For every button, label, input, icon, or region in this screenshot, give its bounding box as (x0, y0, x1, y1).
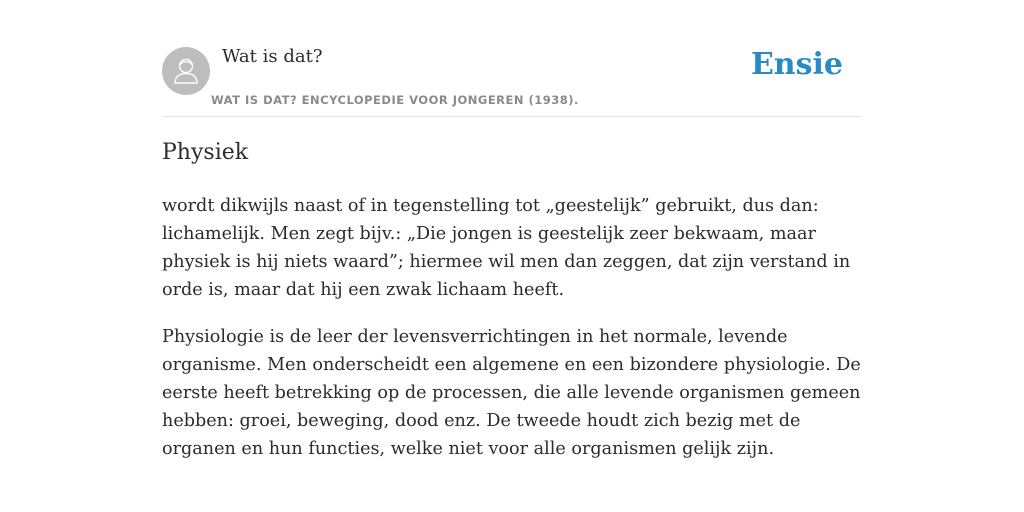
source-subtitle: WAT IS DAT? ENCYCLOPEDIE VOOR JONGEREN (1938). (211, 93, 579, 107)
article-card (162, 0, 862, 459)
source-header (162, 0, 862, 117)
brand-logo[interactable]: Ensie (750, 47, 843, 82)
user-icon (162, 47, 210, 95)
page-title: Physiek (162, 140, 249, 165)
article-paragraph: wordt dikwijls naast of in tegenstelling tot „geestelijk” gebruikt, dus dan: lichamelijk. Men zegt bijv.: „Die jongen is geestelijk zeer bekwaam, maar physiek is hij niets waard”; hiermee wil men dan zeggen, dat zijn verstand in orde is, maar dat hij een zwak lichaam heeft. (162, 196, 851, 300)
article-paragraph: Physiologie is de leer der levensverrichtingen in het normale, levende organisme. Men onderscheidt een algemene en een bizondere physiologie. De eerste heeft betrekking op de processen, die alle levende organismen gemeen hebben: groei, beweging, dood enz. De tweede houdt zich bezig met de organen en hun functies, welke niet voor alle organismen gelijk zijn. (162, 327, 861, 459)
source-title[interactable]: Wat is dat? (222, 46, 323, 67)
avatar[interactable] (162, 47, 210, 95)
